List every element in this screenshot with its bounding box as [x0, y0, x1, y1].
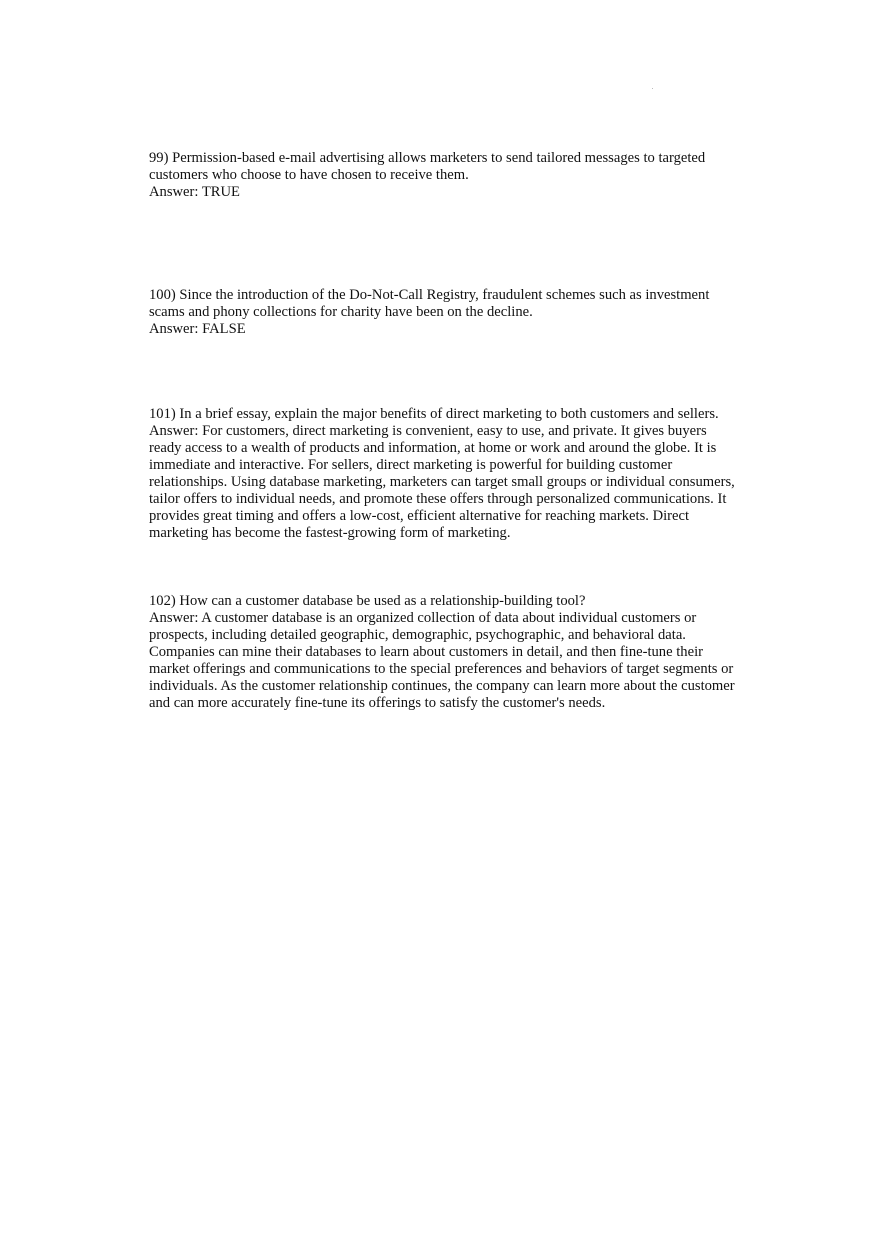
scan-speck — [652, 88, 653, 89]
question-text: 102) How can a customer database be used as a relationship-building tool? — [149, 593, 586, 609]
question-99 — [149, 150, 739, 201]
question-text: 99) Permission-based e-mail advertising allows marketers to send tailored messages to targeted customers who choose to have chosen to receive them. — [149, 150, 706, 183]
question-100 — [149, 287, 739, 338]
answer-text: Answer: FALSE — [149, 321, 246, 337]
question-101 — [149, 406, 739, 542]
question-102 — [149, 593, 739, 712]
question-text: 100) Since the introduction of the Do-Not-Call Registry, fraudulent schemes such as investment scams and phony collections for charity have been on the decline. — [149, 287, 710, 320]
answer-text: Answer: TRUE — [149, 184, 240, 200]
answer-text: Answer: A customer database is an organized collection of data about individual customers or prospects, including detailed geographic, demographic, psychographic, and behavioral data. Companies can mine their databases to learn about customers in detail, and then fine-tune their market offerings and communications to the special preferences and behaviors of target segments or individuals. As the customer relationship continues, the company can learn more about the customer and can more accurately fine-tune its offerings to satisfy the customer's needs. — [149, 610, 735, 711]
answer-text: Answer: For customers, direct marketing is convenient, easy to use, and private. It gives buyers ready access to a wealth of products and information, at home or work and around the globe. It is immediate and interactive. For sellers, direct marketing is powerful for building customer relationships. Using database marketing, marketers can target small groups or individual consumers, tailor offers to individual needs, and promote these offers through personalized communications. It provides great timing and offers a low-cost, efficient alternative for reaching markets. Direct marketing has become the fastest-growing form of marketing. — [149, 423, 735, 541]
question-text: 101) In a brief essay, explain the major benefits of direct marketing to both customers and sellers. — [149, 406, 719, 422]
